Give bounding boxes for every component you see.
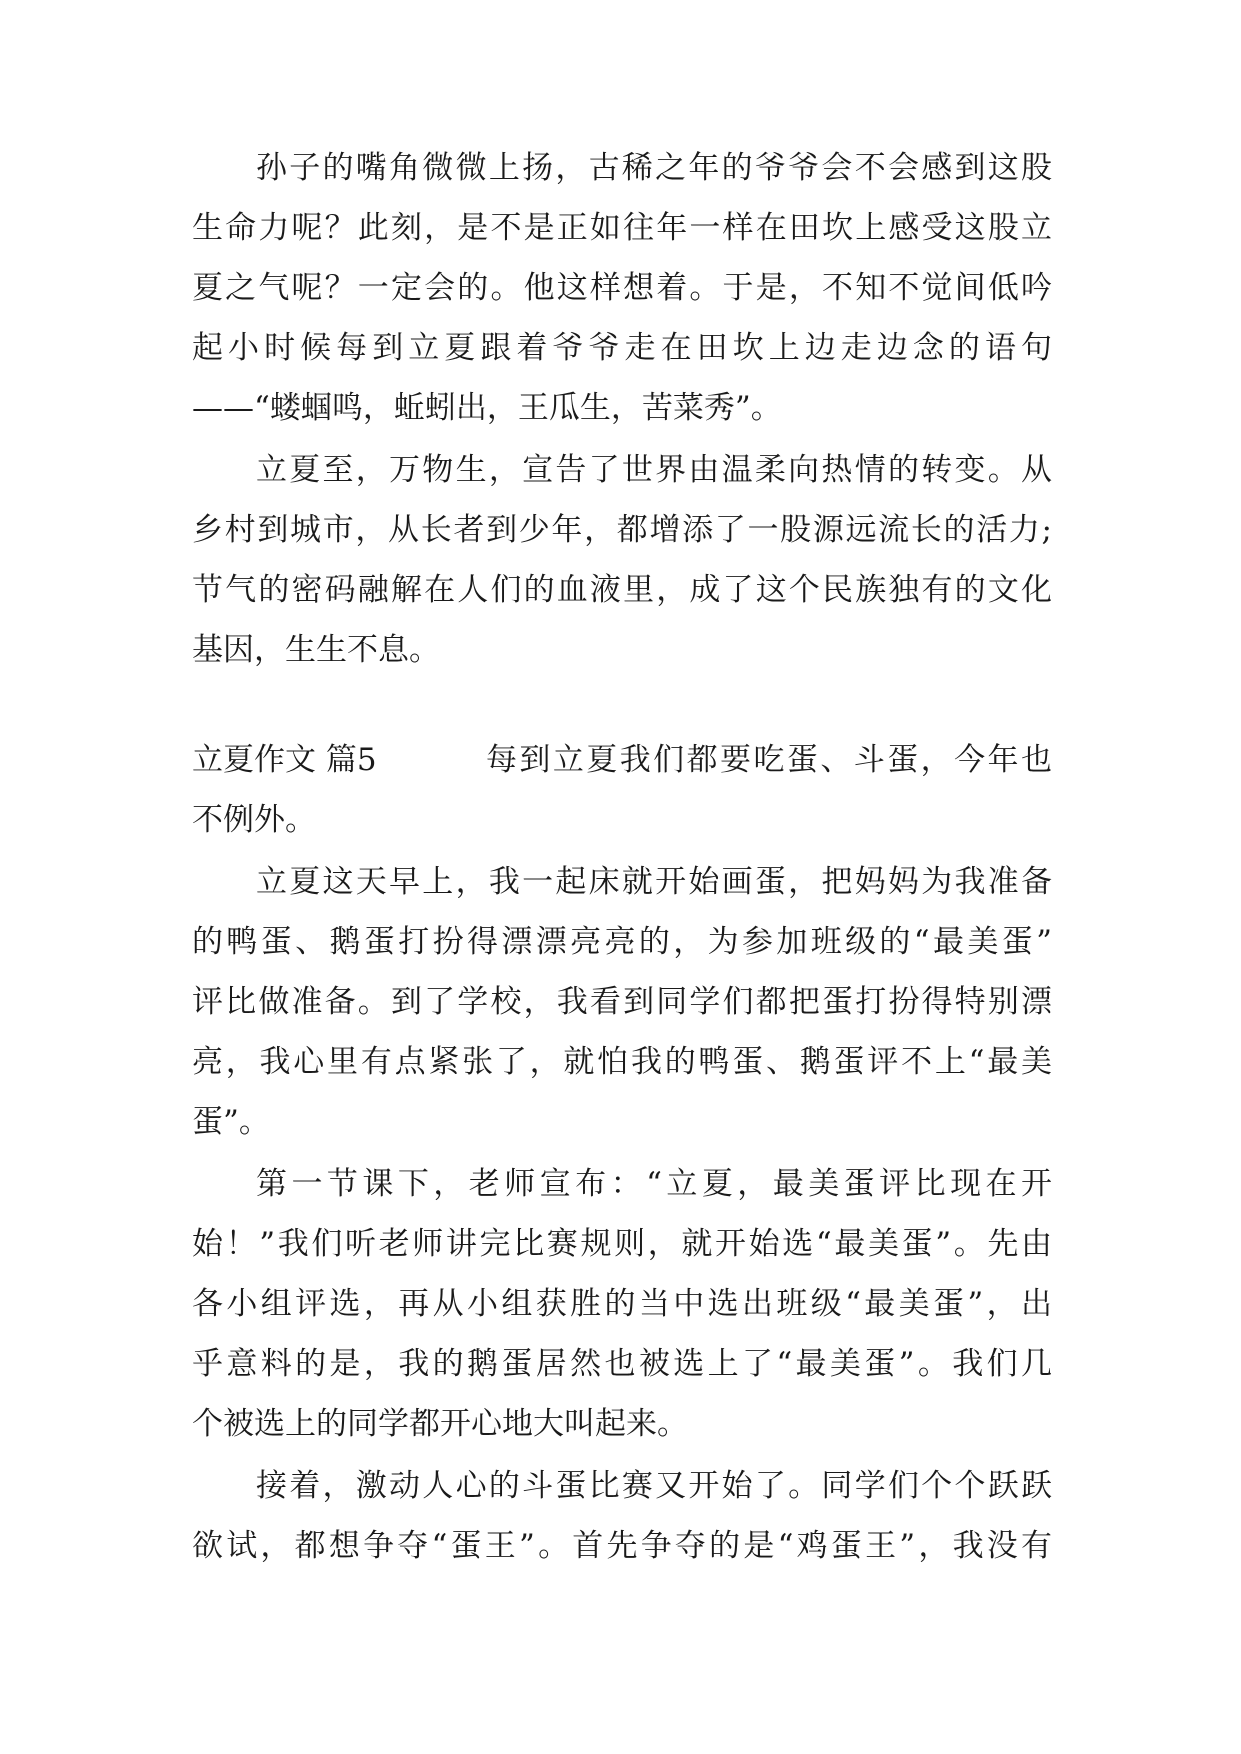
paragraph-5-line-1: 接着，激动人心的斗蛋比赛又开始了。同学们个个跃跃: [256, 1468, 1052, 1504]
paragraph-1-line-1: 孙子的嘴角微微上扬，古稀之年的爷爷会不会感到这股: [256, 150, 1052, 186]
paragraph-3-line-4: 亮，我心里有点紧张了，就怕我的鸭蛋、鹅蛋评不上“最美: [192, 1044, 1052, 1080]
section-heading: [192, 730, 1052, 790]
paragraph-2-line-1: 立夏至，万物生，宣告了世界由温柔向热情的转变。从: [256, 452, 1052, 488]
paragraph-2-line-3: 节气的密码融解在人们的血液里，成了这个民族独有的文化: [192, 572, 1052, 608]
paragraph-4-line-5: 个被选上的同学都开心地大叫起来。: [192, 1406, 688, 1442]
section-first-line: 每到立夏我们都要吃蛋、斗蛋，今年也: [486, 742, 1052, 778]
section-first-line-cont: 不例外。: [192, 802, 316, 838]
paragraph-5-line-2: 欲试，都想争夺“蛋王”。首先争夺的是“鸡蛋王”，我没有: [192, 1528, 1052, 1564]
paragraph-3-line-3: 评比做准备。到了学校，我看到同学们都把蛋打扮得特别漂: [192, 984, 1052, 1020]
paragraph-1-line-2: 生命力呢？此刻，是不是正如往年一样在田坎上感受这股立: [192, 210, 1052, 246]
paragraph-3-line-2: 的鸭蛋、鹅蛋打扮得漂漂亮亮的，为参加班级的“最美蛋”: [192, 924, 1052, 960]
paragraph-2-line-4: 基因，生生不息。: [192, 632, 440, 668]
paragraph-4-line-1: 第一节课下，老师宣布：“立夏，最美蛋评比现在开: [256, 1166, 1052, 1202]
paragraph-1-line-5: ——“蝼蝈鸣，蚯蚓出，王瓜生，苦菜秀”。: [192, 390, 782, 426]
paragraph-4-line-3: 各小组评选，再从小组获胜的当中选出班级“最美蛋”，出: [192, 1286, 1052, 1322]
paragraph-1-line-3: 夏之气呢？一定会的。他这样想着。于是，不知不觉间低吟: [192, 270, 1052, 306]
paragraph-3-line-1: 立夏这天早上，我一起床就开始画蛋，把妈妈为我准备: [256, 864, 1052, 900]
paragraph-2-line-2: 乡村到城市，从长者到少年，都增添了一股源远流长的活力;: [192, 512, 1052, 548]
paragraph-1-line-4: 起小时候每到立夏跟着爷爷走在田坎上边走边念的语句: [192, 330, 1052, 366]
paragraph-4-line-2: 始！”我们听老师讲完比赛规则，就开始选“最美蛋”。先由: [192, 1226, 1052, 1262]
paragraph-4-line-4: 乎意料的是，我的鹅蛋居然也被选上了“最美蛋”。我们几: [192, 1346, 1052, 1382]
paragraph-3-line-5: 蛋”。: [192, 1104, 270, 1140]
section-title: 立夏作文 篇5: [192, 742, 377, 778]
